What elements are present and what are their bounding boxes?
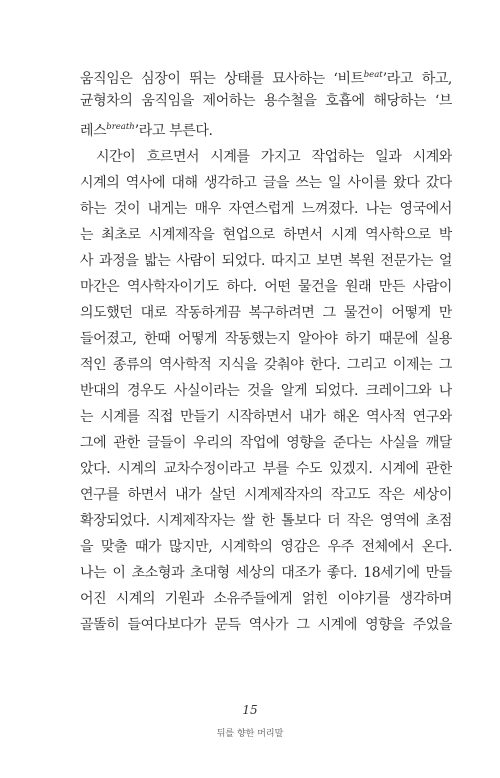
paragraph-2-line: 을 맞출 때가 많지만, 시계학의 영감은 우주 전체에서 온다. — [80, 539, 452, 555]
paragraph-2-line: 들어졌고, 한때 어떻게 작동했는지 알아야 하기 때문에 실용 — [80, 331, 452, 347]
page-number: 15 — [242, 703, 258, 717]
paragraph-2-line: 확장되었다. 시계제작자는 쌀 한 톨보다 더 작은 영역에 초점 — [80, 513, 452, 529]
paragraph-2-line: 는 시계를 직접 만들기 시작하면서 내가 해온 역사적 연구와 — [80, 409, 452, 425]
paragraph-2-line: 나는 이 초소형과 초대형 세상의 대조가 좋다. 18세기에 만들 — [80, 565, 452, 581]
paragraph-2-line: 의도했던 대로 작동하게끔 복구하려면 그 물건이 어떻게 만 — [80, 305, 452, 321]
superscript-term-beat: beat — [363, 70, 383, 80]
paragraph-1-line-2: 균형차의 움직임을 제어하는 용수철을 호흡에 해당하는 ‘브 — [80, 93, 452, 109]
paragraph-2-line: 마간은 역사학자이기도 하다. 어떤 물건을 원래 만든 사람이 — [80, 279, 452, 295]
paragraph-2-line: 시간이 흐르면서 시계를 가지고 작업하는 일과 시계와 — [96, 149, 452, 165]
text-segment: ’라고 하고, — [382, 71, 452, 87]
paragraph-1-line-3 — [80, 114, 452, 140]
paragraph-2-line: 사 과정을 밟는 사람이 되었다. 따지고 보면 복원 전문가는 얼 — [80, 253, 452, 269]
paragraph-2-line: 적인 종류의 역사학적 지식을 갖춰야 한다. 그리고 이제는 그 — [80, 357, 452, 373]
paragraph-2-line: 았다. 시계의 교차수정이라고 부를 수도 있겠지. 시계에 관한 — [80, 461, 452, 477]
paragraph-2-line: 그에 관한 글들이 우리의 작업에 영향을 준다는 사실을 깨달 — [80, 435, 452, 451]
text-segment: ’라고 부른다. — [134, 123, 213, 139]
paragraph-2-line: 시계의 역사에 대해 생각하고 글을 쓰는 일 사이를 왔다 갔다 — [80, 175, 452, 191]
paragraph-2 — [80, 144, 452, 638]
body-text — [80, 62, 452, 638]
running-footer: 뒤를 향한 머리말 — [216, 729, 284, 739]
paragraph-2-line: 연구를 하면서 내가 살던 시계제작자의 작고도 작은 세상이 — [80, 487, 452, 503]
text-segment: 움직임은 심장이 뛰는 상태를 묘사하는 ‘비트 — [80, 71, 364, 87]
paragraph-2-line: 는 최초로 시계제작을 현업으로 하면서 시계 역사학으로 박 — [80, 227, 452, 243]
paragraph-1-line-1 — [80, 62, 452, 88]
paragraph-2-line: 골똘히 들여다보다가 문득 역사가 그 시계에 영향을 주었을 — [80, 617, 452, 633]
paragraph-2-line: 하는 것이 내게는 매우 자연스럽게 느껴졌다. 나는 영국에서 — [80, 201, 452, 217]
text-segment: 레스 — [80, 123, 107, 139]
paragraph-2-line: 어진 시계의 기원과 소유주들에게 얽힌 이야기를 생각하며 — [80, 591, 452, 607]
superscript-term-breath: breath — [106, 122, 135, 132]
paragraph-2-line: 반대의 경우도 사실이라는 것을 알게 되었다. 크레이그와 나 — [80, 383, 452, 399]
